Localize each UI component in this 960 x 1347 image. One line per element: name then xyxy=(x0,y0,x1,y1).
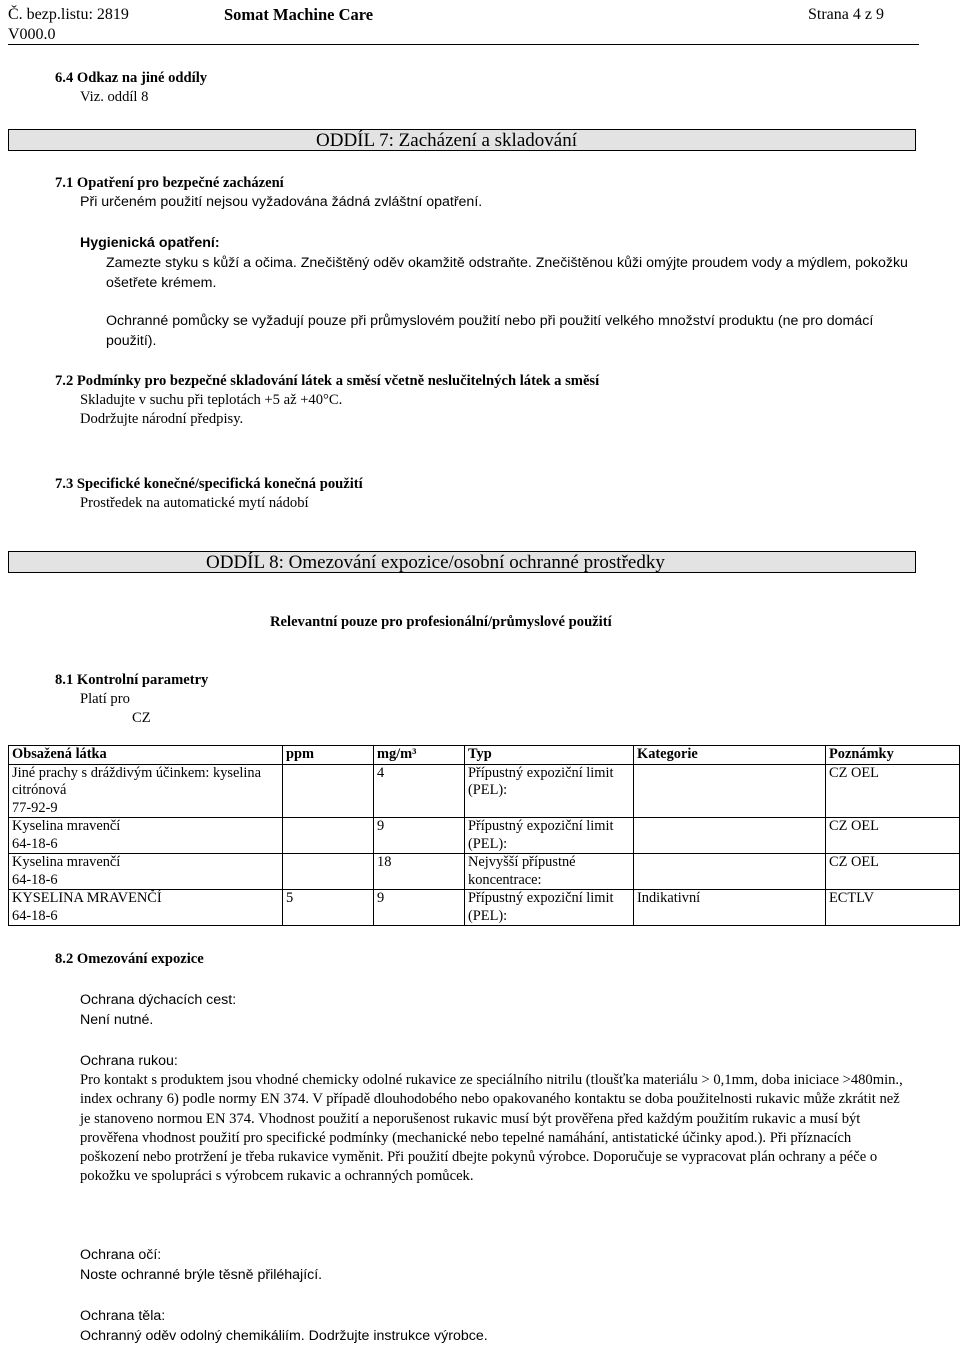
hand-protection-text: Pro kontakt s produktem jsou vhodné chemicky odolné rukavice ze speciálního nitrilu (tloušťka materiálu > 0,1mm, doba iniciace >480min., index ochrany 6) podle normy EN 374. V případě dlouhodobého nebo opakovaného kontaktu se doba použitelnosti rukavic může zkrátit než je stanoveno normou EN 374. Vhodnost použití a neporušenost rukavic musí být prověřena před každým použitím rukavic a musí být prověřena vhodnost použití pro specifické podmínky (mechanické nebo tepelné namáhání, antistatické účinky apod.). Při příznacích poškození nebo protržení je třeba rukavice vyměnit. Při použití dbejte pokynů výrobce. Doporučuje se vypracovat plán ochrany a péče o pokožku ve spolupráci s výrobcem rukavic a ochranných pomůcek. xyxy=(80,1072,903,1185)
table-cell: CZ OEL xyxy=(826,854,960,890)
respiratory-text: Není nutné. xyxy=(80,1012,154,1028)
table-cell xyxy=(283,764,374,818)
relevance-note: Relevantní pouze pro profesionální/průmyslové použití xyxy=(270,614,612,630)
s7-3-text: Prostředek na automatické mytí nádobí xyxy=(80,495,309,511)
column-header: mg/m³ xyxy=(374,746,465,765)
s6-4-text: Viz. oddíl 8 xyxy=(80,89,149,105)
s7-2-heading: 7.2 Podmínky pro bezpečné skladování látek a směsí včetně neslučitelných látek a směsí xyxy=(55,373,600,389)
table-cell xyxy=(283,854,374,890)
table-cell: 4 xyxy=(374,764,465,818)
table-cell: Indikativní xyxy=(634,890,826,926)
section8-title: ODDÍL 8: Omezování expozice/osobní ochranné prostředky xyxy=(206,552,665,573)
body-protection-text: Ochranný oděv odolný chemikáliím. Dodržujte instrukce výrobce. xyxy=(80,1328,488,1344)
column-header: Obsažená látka xyxy=(9,746,283,765)
hand-protection-label: Ochrana rukou: xyxy=(80,1053,178,1069)
table-cell: Kyselina mravenčí 64-18-6 xyxy=(9,854,283,890)
s7-1-text: Při určeném použití nejsou vyžadována žádná zvláštní opatření. xyxy=(80,194,483,210)
table-cell xyxy=(634,818,826,854)
hygiene-text: Zamezte styku s kůží a očima. Znečištěný oděv okamžitě odstraňte. Znečištěnou kůži omýjte proudem vody a mýdlem, pokožku ošetřete krémem. xyxy=(106,255,908,291)
table-cell: 9 xyxy=(374,890,465,926)
s6-4-heading: 6.4 Odkaz na jiné oddíly xyxy=(55,70,208,86)
table-cell: Přípustný expoziční limit (PEL): xyxy=(465,890,634,926)
table-cell: Nejvyšší přípustné koncentrace: xyxy=(465,854,634,890)
s8-2-heading: 8.2 Omezování expozice xyxy=(55,951,204,967)
table-cell: KYSELINA MRAVENČÍ 64-18-6 xyxy=(9,890,283,926)
table-cell: 5 xyxy=(283,890,374,926)
table-row xyxy=(9,890,960,926)
version: V000.0 xyxy=(8,26,56,43)
s7-2-line1: Skladujte v suchu při teplotách +5 až +40°C. xyxy=(80,392,343,408)
table-row xyxy=(9,764,960,818)
product-name: Somat Machine Care xyxy=(224,5,374,24)
s7-2-line2: Dodržujte národní předpisy. xyxy=(80,411,244,427)
column-header: ppm xyxy=(283,746,374,765)
section7-title: ODDÍL 7: Zacházení a skladování xyxy=(316,130,577,151)
s7-1-heading: 7.1 Opatření pro bezpečné zacházení xyxy=(55,175,284,191)
s8-1-heading: 8.1 Kontrolní parametry xyxy=(55,672,209,688)
eye-protection-label: Ochrana očí: xyxy=(80,1247,162,1263)
page-number: Strana 4 z 9 xyxy=(808,6,884,23)
table-cell: Jiné prachy s dráždivým účinkem: kyselina citrónová 77-92-9 xyxy=(9,764,283,818)
table-cell xyxy=(634,854,826,890)
table-cell: ECTLV xyxy=(826,890,960,926)
table-header-row xyxy=(9,746,960,765)
table-cell: Přípustný expoziční limit (PEL): xyxy=(465,764,634,818)
table-cell xyxy=(283,818,374,854)
table-cell: CZ OEL xyxy=(826,818,960,854)
table-row xyxy=(9,854,960,890)
column-header: Typ xyxy=(465,746,634,765)
hygiene-heading: Hygienická opatření: xyxy=(80,235,220,251)
table-row xyxy=(9,818,960,854)
table-cell: CZ OEL xyxy=(826,764,960,818)
exposure-limits-table xyxy=(8,745,960,926)
body-protection-label: Ochrana těla: xyxy=(80,1308,166,1324)
protective-equipment-text: Ochranné pomůcky se vyžadují pouze při průmyslovém použití nebo při použití velkého množství produktu (ne pro domácí použití). xyxy=(106,313,874,349)
column-header: Poznámky xyxy=(826,746,960,765)
eye-protection-text: Noste ochranné brýle těsně přiléhající. xyxy=(80,1267,323,1283)
table-cell: 9 xyxy=(374,818,465,854)
sheet-number: Č. bezp.listu: 2819 xyxy=(8,6,129,23)
header-divider xyxy=(8,44,919,45)
respiratory-label: Ochrana dýchacích cest: xyxy=(80,992,237,1008)
column-header: Kategorie xyxy=(634,746,826,765)
table-cell xyxy=(634,764,826,818)
s7-3-heading: 7.3 Specifické konečné/specifická konečná použití xyxy=(55,476,363,492)
table-cell: 18 xyxy=(374,854,465,890)
table-cell: Přípustný expoziční limit (PEL): xyxy=(465,818,634,854)
country-code: CZ xyxy=(132,710,151,726)
applies-label: Platí pro xyxy=(80,691,130,707)
table-cell: Kyselina mravenčí 64-18-6 xyxy=(9,818,283,854)
